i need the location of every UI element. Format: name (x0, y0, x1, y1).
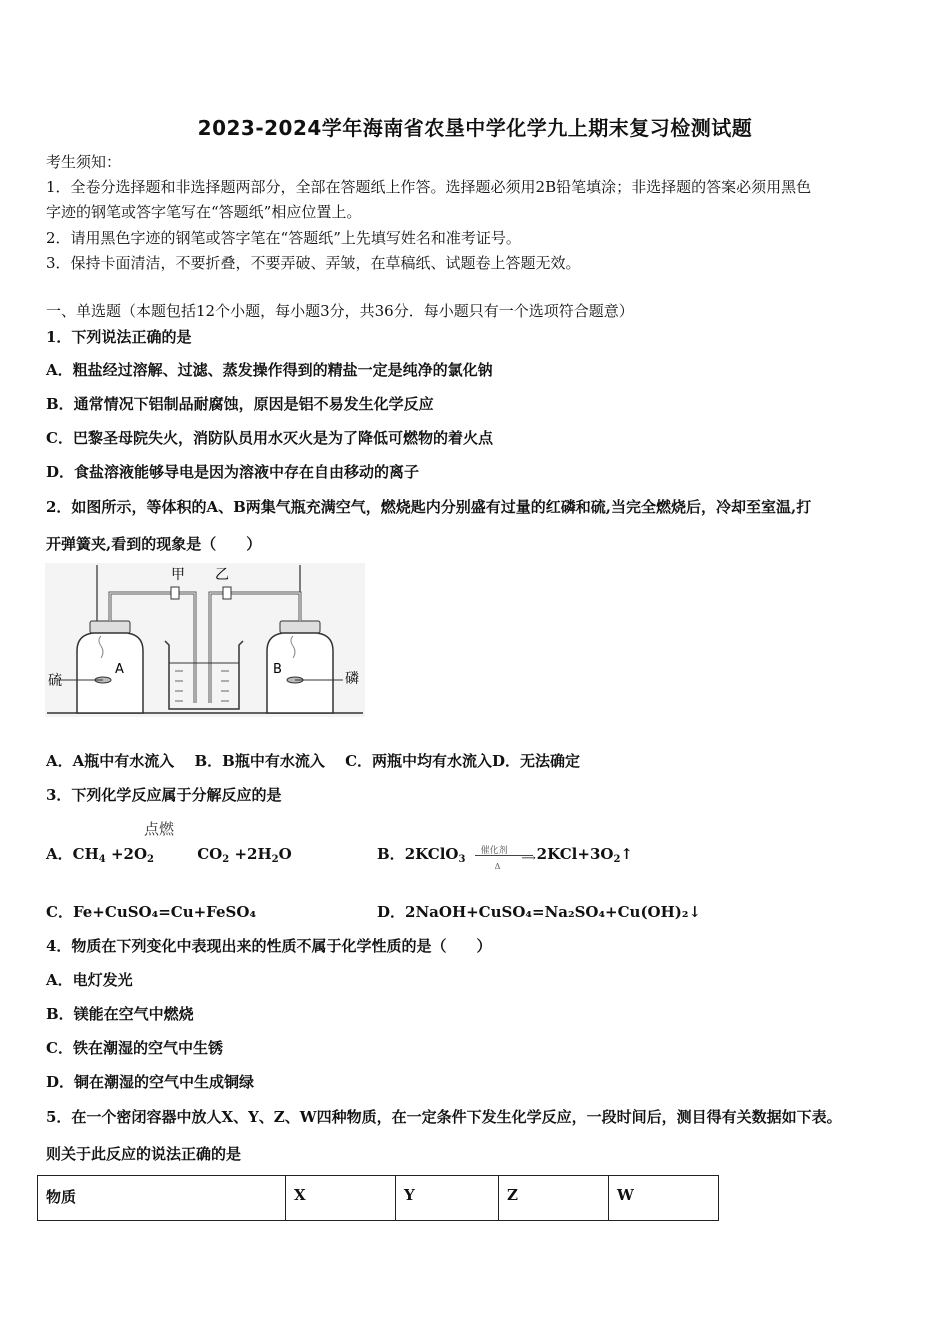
q5-stem: 5．在一个密闭容器中放人X、Y、Z、W四种物质，在一定条件下发生化学反应，一段时间后，测目得有关数据如下表。 (46, 1108, 842, 1126)
q2-stem-cont: 开弹簧夹,看到的现象是（ ） (46, 535, 262, 553)
notice-item-1-cont: 字迹的钢笔或答字笔写在“答题纸”相应位置上。 (46, 203, 362, 221)
q3-option-c: C．Fe+CuSO₄=Cu+FeSO₄ (46, 903, 257, 921)
q4-stem: 4．物质在下列变化中表现出来的性质不属于化学性质的是（ ） (46, 937, 492, 955)
notice-item-2: 2．请用黑色字迹的钢笔或答字笔在“答题纸”上先填写姓名和准考证号。 (46, 229, 521, 247)
q1-option-b: B．通常情况下铝制品耐腐蚀，原因是铝不易发生化学反应 (46, 395, 434, 413)
q3-option-d: D．2NaOH+CuSO₄=Na₂SO₄+Cu(OH)₂↓ (377, 903, 702, 921)
q3-option-b-label: B． (377, 845, 405, 863)
table-row (38, 1176, 719, 1221)
section-heading: 一、单选题（本题包括12个小题，每小题3分，共36分．每小题只有一个选项符合题意） (46, 302, 634, 320)
table-header-z: Z (499, 1176, 609, 1221)
label-bottle-b: B (273, 662, 282, 677)
label-sulfur: 硫 (48, 673, 62, 689)
q3-option-b: B．2KClO$_3$ 催化剂 ⟶ Δ $2KCl+3O_2↑$ (377, 844, 633, 870)
q3-a-condition: 点燃 (144, 820, 175, 838)
q3-stem: 3．下列化学反应属于分解反应的是 (46, 786, 282, 804)
apparatus-figure (45, 563, 365, 717)
q4-option-b: B．镁能在空气中燃烧 (46, 1005, 194, 1023)
notice-item-3: 3．保持卡面清洁，不要折叠，不要弄破、弄皱，在草稿纸、试题卷上答题无效。 (46, 254, 581, 272)
q1-option-d: D．食盐溶液能够导电是因为溶液中存在自由移动的离子 (46, 463, 420, 481)
q3-b-catalyst: 催化剂 (480, 846, 508, 856)
q2-stem: 2．如图所示，等体积的A、B两集气瓶充满空气，燃烧匙内分别盛有过量的红磷和硫,当完全燃烧后，冷却至室温,打 (46, 498, 812, 516)
q4-option-d: D．铜在潮湿的空气中生成铜绿 (46, 1073, 255, 1091)
table-header-w: W (609, 1176, 719, 1221)
q5-data-table (37, 1175, 719, 1221)
q3-option-a-label: A． (46, 845, 73, 863)
label-bottle-a: A (115, 662, 124, 677)
q1-option-a: A．粗盐经过溶解、过滤、蒸发操作得到的精盐一定是纯净的氯化钠 (46, 361, 493, 379)
q1-stem: 1．下列说法正确的是 (46, 328, 192, 346)
page-title: 2023-2024学年海南省农垦中学化学九上期末复习检测试题 (197, 116, 753, 140)
table-header-y: Y (396, 1176, 499, 1221)
notice-heading: 考生须知： (46, 153, 122, 171)
q4-option-a: A．电灯发光 (46, 971, 133, 989)
q5-stem-cont: 则关于此反应的说法正确的是 (46, 1145, 242, 1163)
table-header-substance: 物质 (38, 1176, 286, 1221)
table-header-x: X (286, 1176, 396, 1221)
label-phosphorus: 磷 (345, 671, 359, 687)
q4-option-c: C．铁在潮湿的空气中生锈 (46, 1039, 223, 1057)
q2-options: A．A瓶中有水流入 B．B瓶中有水流入 C．两瓶中均有水流入D．无法确定 (46, 752, 581, 770)
notice-item-1: 1．全卷分选择题和非选择题两部分，全部在答题纸上作答。选择题必须用2B铅笔填涂；非选择题的答案必须用黑色 (46, 178, 812, 196)
q1-option-c: C．巴黎圣母院失火，消防队员用水灭火是为了降低可燃物的着火点 (46, 429, 493, 447)
label-yi: 乙 (215, 567, 229, 583)
q3-b-heat: Δ (494, 862, 501, 871)
label-jia: 甲 (171, 567, 185, 583)
q3-option-a: A．$CH_4 +2O_2$ $CO_2 +2H_2O$ (46, 845, 292, 865)
